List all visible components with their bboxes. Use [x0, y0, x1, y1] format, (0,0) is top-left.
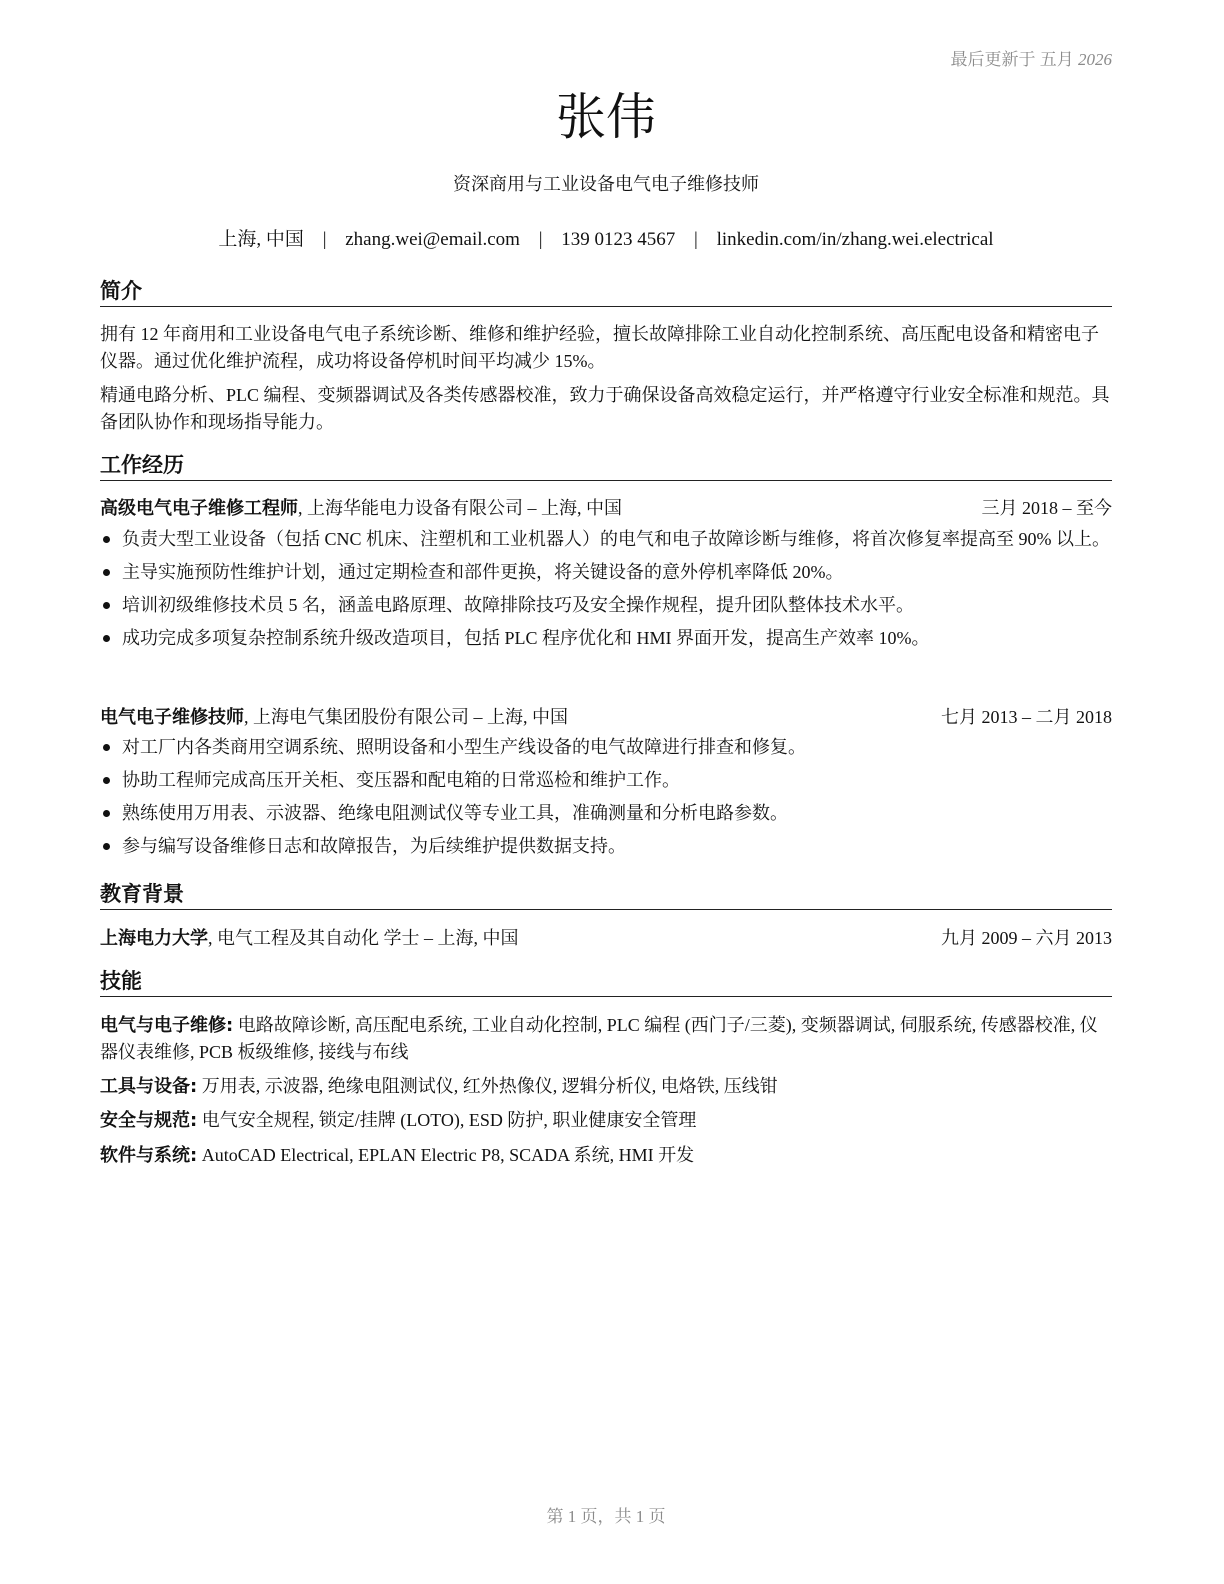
candidate-name: 张伟	[556, 88, 656, 146]
job-bullets	[100, 734, 1112, 866]
section-title-experience: 工作经历	[100, 452, 1112, 481]
list-item: 培训初级维修技术员 5 名，涵盖电路原理、故障排除技巧及安全操作规程，提升团队整体技术水平。	[100, 592, 1112, 618]
job-dates: 三月 2018 – 至今	[981, 498, 1112, 518]
summary-paragraph-1: 拥有 12 年商用和工业设备电气电子系统诊断、维修和维护经验，擅长故障排除工业自动化控制系统、高压配电设备和精密电子仪器。通过优化维护流程，成功将设备停机时间平均减少 15%。	[100, 324, 1099, 371]
job-header	[100, 495, 1112, 522]
contact-separator: |	[322, 229, 327, 250]
contact-email[interactable]: zhang.wei@email.com	[345, 229, 520, 250]
contact-separator: |	[538, 229, 543, 250]
skill-value: 万用表, 示波器, 绝缘电阻测试仪, 红外热像仪, 逻辑分析仪, 电烙铁, 压线钳	[197, 1076, 778, 1096]
education-school: 上海电力大学	[100, 928, 208, 949]
job-title-line	[100, 495, 622, 522]
job-header	[100, 704, 1112, 731]
education-line	[100, 925, 519, 952]
contact-phone[interactable]: 139 0123 4567	[561, 229, 676, 250]
list-item: 成功完成多项复杂控制系统升级改造项目，包括 PLC 程序优化和 HMI 界面开发，提高生产效率 10%。	[100, 625, 1112, 651]
job-role: 高级电气电子维修工程师	[100, 498, 298, 519]
contact-separator: |	[694, 229, 698, 250]
page-footer: 第 1 页，共 1 页	[546, 1507, 666, 1526]
list-item: 主导实施预防性维护计划，通过定期检查和部件更换，将关键设备的意外停机率降低 20%。	[100, 559, 1112, 585]
job-org: , 上海电气集团股份有限公司 – 上海, 中国	[244, 707, 568, 727]
section-title-summary: 简介	[100, 278, 1112, 307]
skill-row	[100, 1012, 1112, 1065]
candidate-headline: 资深商用与工业设备电气电子维修技师	[453, 174, 759, 194]
summary-paragraph-2: 精通电路分析、PLC 编程、变频器调试及各类传感器校准，致力于确保设备高效稳定运行，并严格遵守行业安全标准和规范。具备团队协作和现场指导能力。	[100, 385, 1110, 432]
skill-label: 软件与系统:	[100, 1145, 198, 1166]
contact-linkedin[interactable]: linkedin.com/in/zhang.wei.electrical	[716, 229, 994, 250]
education-dates: 九月 2009 – 六月 2013	[941, 928, 1112, 948]
education-entry	[100, 925, 1112, 952]
job-title-line	[100, 704, 568, 731]
job-org: , 上海华能电力设备有限公司 – 上海, 中国	[298, 498, 622, 518]
section-title-skills: 技能	[100, 968, 1112, 997]
section-title-education: 教育背景	[100, 881, 1112, 910]
skill-row	[100, 1142, 1112, 1169]
skill-value: 电路故障诊断, 高压配电系统, 工业自动化控制, PLC 编程 (西门子/三菱), 变频器调试, 伺服系统, 传感器校准, 仪器仪表维修, PCB 板级维修, 接线与布线	[100, 1015, 1098, 1062]
last-updated-label: 最后更新于 五月	[950, 50, 1074, 69]
skill-row	[100, 1073, 1112, 1100]
contact-line	[100, 224, 1112, 251]
list-item: 负责大型工业设备（包括 CNC 机床、注塑机和工业机器人）的电气和电子故障诊断与维修，将首次修复率提高至 90% 以上。	[100, 526, 1112, 552]
list-item: 对工厂内各类商用空调系统、照明设备和小型生产线设备的电气故障进行排查和修复。	[100, 734, 1112, 760]
contact-location: 上海, 中国	[218, 229, 304, 250]
list-item: 协助工程师完成高压开关柜、变压器和配电箱的日常巡检和维护工作。	[100, 767, 1112, 793]
list-item: 熟练使用万用表、示波器、绝缘电阻测试仪等专业工具，准确测量和分析电路参数。	[100, 800, 1112, 826]
job-role: 电气电子维修技师	[100, 707, 244, 728]
skill-label: 安全与规范:	[100, 1110, 198, 1131]
job-dates: 七月 2013 – 二月 2018	[941, 707, 1112, 727]
list-item: 参与编写设备维修日志和故障报告，为后续维护提供数据支持。	[100, 833, 1112, 859]
skill-value: AutoCAD Electrical, EPLAN Electric P8, SCADA 系统, HMI 开发	[197, 1145, 695, 1165]
last-updated	[951, 45, 1113, 70]
education-detail: , 电气工程及其自动化 学士 – 上海, 中国	[208, 928, 519, 948]
skill-value: 电气安全规程, 锁定/挂牌 (LOTO), ESD 防护, 职业健康安全管理	[197, 1110, 697, 1130]
resume-page	[100, 0, 1112, 1584]
job-bullets	[100, 526, 1112, 658]
skill-label: 电气与电子维修:	[100, 1015, 234, 1036]
last-updated-year: 2026	[1078, 50, 1112, 69]
skill-label: 工具与设备:	[100, 1076, 198, 1097]
skill-row	[100, 1107, 1112, 1134]
